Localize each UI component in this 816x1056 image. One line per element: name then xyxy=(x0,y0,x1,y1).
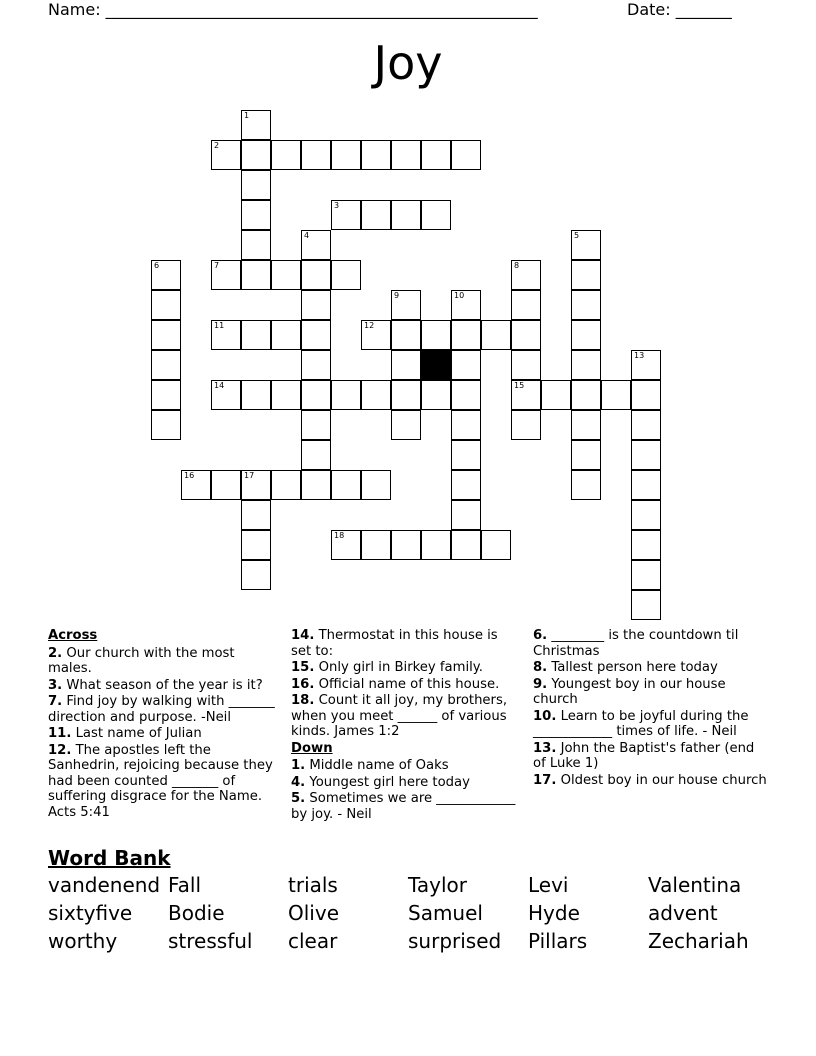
clue-across-18: 18. Count it all joy, my brothers, when you meet ______ of various kinds. James 1:2 xyxy=(291,693,508,739)
grid-cell[interactable] xyxy=(391,140,421,170)
grid-cell[interactable] xyxy=(571,290,601,320)
word-bank-word: surprised xyxy=(408,929,502,953)
word-bank xyxy=(48,873,788,957)
grid-cell[interactable] xyxy=(211,260,241,290)
word-bank-row xyxy=(48,901,788,929)
grid-cell[interactable] xyxy=(331,470,361,500)
grid-cell[interactable] xyxy=(451,500,481,530)
grid-cell[interactable] xyxy=(421,320,451,350)
clue-down-10: 10. Learn to be joyful during the ____________ times of life. - Neil xyxy=(533,708,749,739)
clue-number: 10 xyxy=(454,291,465,300)
grid-cell[interactable] xyxy=(631,350,661,380)
grid-cell[interactable] xyxy=(421,530,451,560)
clues-column-3 xyxy=(533,628,769,789)
grid-cell[interactable] xyxy=(511,410,541,440)
grid-cell[interactable] xyxy=(421,140,451,170)
word-bank-word: Olive xyxy=(288,901,339,925)
grid-cell[interactable] xyxy=(511,380,541,410)
clue-down-5: 5. Sometimes we are ____________ by joy. - Neil xyxy=(291,791,516,822)
grid-cell[interactable] xyxy=(631,440,661,470)
across-heading: Across xyxy=(48,628,98,643)
grid-cell[interactable] xyxy=(361,140,391,170)
grid-cell[interactable] xyxy=(241,530,271,560)
clue-number: 1 xyxy=(244,111,250,120)
clue-across-14: 14. Thermostat in this house is set to: xyxy=(291,628,498,659)
word-bank-word: Zechariah xyxy=(648,929,749,953)
word-bank-word: Taylor xyxy=(408,873,468,897)
grid-cell[interactable] xyxy=(391,320,421,350)
grid-cell[interactable] xyxy=(241,500,271,530)
grid-cell[interactable] xyxy=(241,170,271,200)
word-bank-row xyxy=(48,929,788,957)
clue-number: 3 xyxy=(334,201,340,210)
word-bank-word: Bodie xyxy=(168,901,225,925)
clue-number: 7 xyxy=(214,261,220,270)
clue-number: 11 xyxy=(214,321,225,330)
grid-cell[interactable] xyxy=(301,260,331,290)
word-bank-word: worthy xyxy=(48,929,118,953)
grid-cell[interactable] xyxy=(601,380,631,410)
grid-cell[interactable] xyxy=(301,140,331,170)
grid-cell[interactable] xyxy=(211,470,241,500)
grid-cell[interactable] xyxy=(241,200,271,230)
grid-cell[interactable] xyxy=(271,380,301,410)
grid-cell[interactable] xyxy=(181,470,211,500)
clue-across-16: 16. Official name of this house. xyxy=(291,676,500,692)
grid-cell[interactable] xyxy=(301,230,331,260)
grid-cell[interactable] xyxy=(391,410,421,440)
grid-cell[interactable] xyxy=(241,380,271,410)
word-bank-word: Hyde xyxy=(528,901,580,925)
grid-cell[interactable] xyxy=(571,380,601,410)
grid-cell[interactable] xyxy=(391,290,421,320)
grid-cell[interactable] xyxy=(451,380,481,410)
grid-cell[interactable] xyxy=(241,110,271,140)
grid-cell[interactable] xyxy=(451,410,481,440)
clue-across-15: 15. Only girl in Birkey family. xyxy=(291,660,483,675)
word-bank-word: Valentina xyxy=(648,873,742,897)
grid-cell[interactable] xyxy=(301,410,331,440)
grid-cell[interactable] xyxy=(571,440,601,470)
grid-cell[interactable] xyxy=(211,320,241,350)
grid-cell[interactable] xyxy=(571,470,601,500)
grid-cell[interactable] xyxy=(571,260,601,290)
grid-cell[interactable] xyxy=(631,380,661,410)
grid-cell[interactable] xyxy=(571,410,601,440)
grid-cell[interactable] xyxy=(511,350,541,380)
clue-number: 15 xyxy=(514,381,525,390)
grid-cell[interactable] xyxy=(481,320,511,350)
grid-cell[interactable] xyxy=(271,320,301,350)
clue-down-8: 8. Tallest person here today xyxy=(533,660,718,675)
word-bank-word: Samuel xyxy=(408,901,483,925)
clue-number: 5 xyxy=(574,231,580,240)
grid-cell[interactable] xyxy=(391,350,421,380)
down-heading: Down xyxy=(291,740,333,756)
clue-number: 6 xyxy=(154,261,160,270)
grid-cell[interactable] xyxy=(331,260,361,290)
grid-cell[interactable] xyxy=(631,560,661,590)
clue-across-11: 11. Last name of Julian xyxy=(48,726,202,741)
grid-cell[interactable] xyxy=(451,440,481,470)
grid-cell[interactable] xyxy=(301,290,331,320)
grid-cell[interactable] xyxy=(331,200,361,230)
grid-cell[interactable] xyxy=(631,500,661,530)
grid-cell[interactable] xyxy=(241,230,271,260)
clue-number: 13 xyxy=(634,351,645,360)
grid-cell[interactable] xyxy=(271,140,301,170)
grid-cell[interactable] xyxy=(451,140,481,170)
grid-cell[interactable] xyxy=(391,200,421,230)
grid-cell[interactable] xyxy=(511,320,541,350)
clue-down-4: 4. Youngest girl here today xyxy=(291,774,470,790)
clue-down-1: 1. Middle name of Oaks xyxy=(291,758,449,773)
grid-cell[interactable] xyxy=(451,350,481,380)
clue-down-17: 17. Oldest boy in our house church xyxy=(533,772,767,788)
grid-cell[interactable] xyxy=(241,470,271,500)
grid-cell[interactable] xyxy=(631,470,661,500)
clues-column-1 xyxy=(48,628,280,821)
grid-cell[interactable] xyxy=(271,470,301,500)
clue-number: 12 xyxy=(364,321,375,330)
word-bank-word: trials xyxy=(288,873,338,897)
grid-cell[interactable] xyxy=(301,440,331,470)
page-title: Joy xyxy=(373,36,443,90)
clue-number: 16 xyxy=(184,471,195,480)
grid-cell[interactable] xyxy=(421,200,451,230)
word-bank-word: Pillars xyxy=(528,929,588,953)
grid-cell[interactable] xyxy=(151,350,181,380)
grid-cell[interactable] xyxy=(631,530,661,560)
grid-cell[interactable] xyxy=(301,470,331,500)
grid-cell[interactable] xyxy=(361,380,391,410)
grid-cell[interactable] xyxy=(211,140,241,170)
grid-cell[interactable] xyxy=(361,470,391,500)
date-line: Date: _______ xyxy=(627,0,732,19)
grid-cell[interactable] xyxy=(421,380,451,410)
word-bank-word: clear xyxy=(288,929,338,953)
grid-cell[interactable] xyxy=(541,380,571,410)
clue-across-7: 7. Find joy by walking with _______ direction and purpose. -Neil xyxy=(48,694,275,725)
grid-cell[interactable] xyxy=(571,320,601,350)
clue-across-2: 2. Our church with the most males. xyxy=(48,645,235,676)
clue-number: 9 xyxy=(394,291,400,300)
word-bank-word: sixtyfive xyxy=(48,901,133,925)
grid-block xyxy=(421,350,451,380)
grid-cell[interactable] xyxy=(331,140,361,170)
grid-cell[interactable] xyxy=(301,350,331,380)
clue-number: 2 xyxy=(214,141,220,150)
grid-cell[interactable] xyxy=(631,410,661,440)
grid-cell[interactable] xyxy=(511,260,541,290)
grid-cell[interactable] xyxy=(151,290,181,320)
grid-cell[interactable] xyxy=(391,530,421,560)
grid-cell[interactable] xyxy=(451,530,481,560)
clue-number: 18 xyxy=(334,531,345,540)
grid-cell[interactable] xyxy=(271,260,301,290)
grid-cell[interactable] xyxy=(451,320,481,350)
grid-cell[interactable] xyxy=(151,320,181,350)
grid-cell[interactable] xyxy=(331,530,361,560)
grid-cell[interactable] xyxy=(331,380,361,410)
word-bank-word: Fall xyxy=(168,873,202,897)
name-line: Name: ______________________________________________________ xyxy=(48,0,538,19)
grid-cell[interactable] xyxy=(451,290,481,320)
grid-cell[interactable] xyxy=(571,350,601,380)
clue-down-6: 6. ________ is the countdown til Christmas xyxy=(533,628,739,659)
grid-cell[interactable] xyxy=(571,230,601,260)
word-bank-word: vandenend xyxy=(48,873,161,897)
clue-number: 14 xyxy=(214,381,225,390)
grid-cell[interactable] xyxy=(361,320,391,350)
grid-cell[interactable] xyxy=(631,590,661,620)
grid-cell[interactable] xyxy=(301,320,331,350)
grid-cell[interactable] xyxy=(511,290,541,320)
clue-across-3: 3. What season of the year is it? xyxy=(48,677,263,693)
clue-number: 17 xyxy=(244,471,255,480)
grid-cell[interactable] xyxy=(481,530,511,560)
grid-cell[interactable] xyxy=(451,470,481,500)
word-bank-title: Word Bank xyxy=(48,846,171,870)
grid-cell[interactable] xyxy=(241,140,271,170)
grid-cell[interactable] xyxy=(241,260,271,290)
clues-column-2 xyxy=(291,628,521,823)
word-bank-row xyxy=(48,873,788,901)
grid-cell[interactable] xyxy=(151,410,181,440)
word-bank-word: advent xyxy=(648,901,718,925)
grid-cell[interactable] xyxy=(151,380,181,410)
grid-cell[interactable] xyxy=(301,380,331,410)
grid-cell[interactable] xyxy=(361,530,391,560)
grid-cell[interactable] xyxy=(391,380,421,410)
word-bank-word: stressful xyxy=(168,929,253,953)
word-bank-word: Levi xyxy=(528,873,569,897)
grid-cell[interactable] xyxy=(211,380,241,410)
clue-across-12: 12. The apostles left the Sanhedrin, rejoicing because they had been counted _______ of suffering disgrace for the Name. Acts 5:41 xyxy=(48,742,273,820)
grid-cell[interactable] xyxy=(241,320,271,350)
clue-down-13: 13. John the Baptist's father (end of Luke 1) xyxy=(533,740,755,771)
grid-cell[interactable] xyxy=(241,560,271,590)
grid-cell[interactable] xyxy=(151,260,181,290)
clue-number: 4 xyxy=(304,231,310,240)
grid-cell[interactable] xyxy=(361,200,391,230)
clue-down-9: 9. Youngest boy in our house church xyxy=(533,676,726,707)
clue-number: 8 xyxy=(514,261,520,270)
